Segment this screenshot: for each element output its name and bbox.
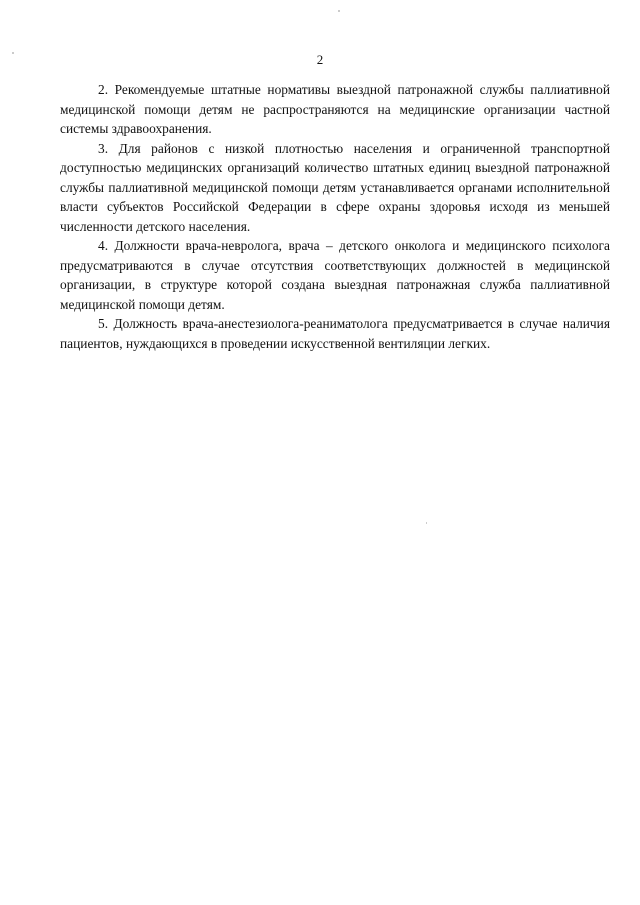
paragraph-3: 3. Для районов с низкой плотностью населения и ограниченной транспортной доступностью медицинских организаций количество штатных единиц выездной патронажной службы паллиативной медицинской помощи детям устанавливается органами исполнительной власти субъектов Российской Федерации в сфере охраны здоровья исходя из меньшей численности детского населения. — [60, 140, 610, 234]
page-number: 2 — [316, 52, 324, 67]
paragraph-4: 4. Должности врача-невролога, врача – детского онколога и медицинского психолога предусматриваются в случае отсутствия соответствующих должностей в медицинской организации, в структуре которой создана выездная патронажная служба паллиативной медицинской помощи детям. — [60, 238, 610, 312]
body-text — [60, 80, 610, 353]
paragraph-5: 5. Должность врача-анестезиолога-реаниматолога предусматривается в случае наличия пациентов, нуждающихся в проведении искусственной вентиляции легких. — [60, 316, 610, 351]
paragraph-2: 2. Рекомендуемые штатные нормативы выездной патронажной службы паллиативной медицинской помощи детям не распространяются на медицинские организации частной системы здравоохранения. — [60, 82, 610, 136]
scan-speck — [426, 522, 427, 524]
scan-speck — [338, 10, 340, 12]
